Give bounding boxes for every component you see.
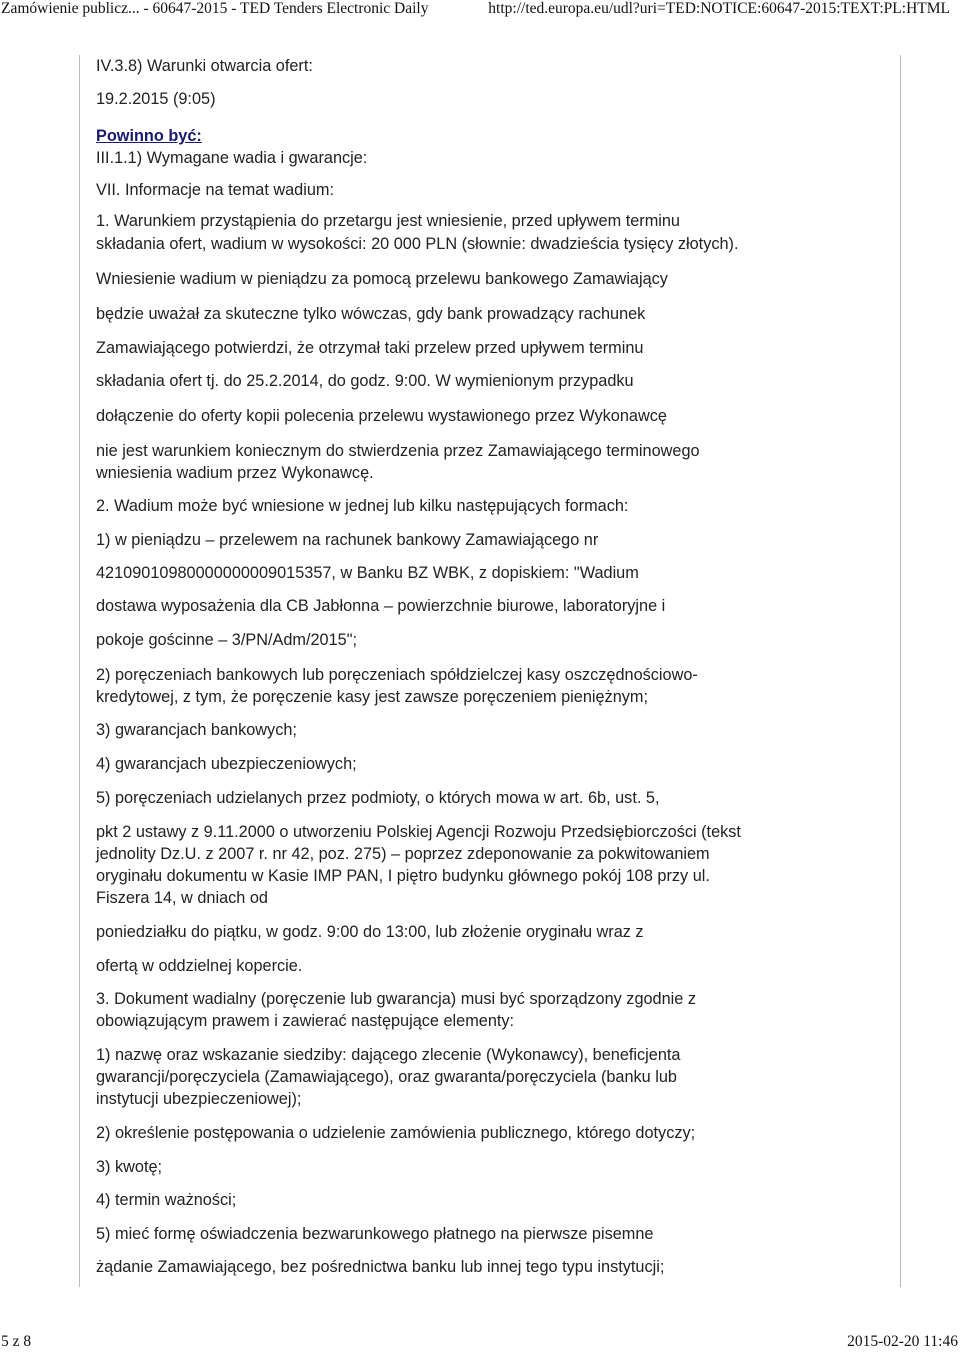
text-line: 4) gwarancjach ubezpieczeniowych; (96, 755, 357, 773)
frame-border-right (900, 55, 901, 1287)
header-page-title: Zamówienie publicz... - 60647-2015 - TED Tenders Electronic Daily (1, 0, 429, 17)
section-heading: IV.3.8) Warunki otwarcia ofert: (96, 57, 313, 75)
text-line: oryginału dokumentu w Kasie IMP PAN, I piętro budynku głównego pokój 108 przy ul. (96, 867, 710, 885)
text-line: żądanie Zamawiającego, bez pośrednictwa banku lub innej tego typu instytucji; (96, 1258, 665, 1276)
text-line: składania ofert tj. do 25.2.2014, do godz. 9:00. W wymienionym przypadku (96, 372, 634, 390)
text-line: poniedziałku do piątku, w godz. 9:00 do 13:00, lub złożenie oryginału wraz z (96, 923, 644, 941)
text-line: składania ofert, wadium w wysokości: 20 000 PLN (słownie: dwadzieścia tysięcy złotych). (96, 235, 739, 253)
print-header (0, 0, 960, 20)
text-line: 19.2.2015 (9:05) (96, 90, 216, 108)
frame-border-left (79, 55, 80, 1287)
page-number: 5 z 8 (1, 1333, 32, 1350)
text-line: 3. Dokument wadialny (poręczenie lub gwarancja) musi być sporządzony zgodnie z (96, 990, 696, 1008)
header-url: http://ted.europa.eu/udl?uri=TED:NOTICE:60647-2015:TEXT:PL:HTML (488, 0, 950, 17)
section-heading: VII. Informacje na temat wadium: (96, 181, 334, 199)
text-line: 1) nazwę oraz wskazanie siedziby: dającego zlecenie (Wykonawcy), beneficjenta (96, 1046, 681, 1064)
text-line: Wniesienie wadium w pieniądzu za pomocą przelewu bankowego Zamawiający (96, 270, 668, 288)
text-line: będzie uważał za skuteczne tylko wówczas, gdy bank prowadzący rachunek (96, 305, 646, 323)
text-line: Fiszera 14, w dniach od (96, 889, 268, 907)
text-line: 2) poręczeniach bankowych lub poręczeniach spółdzielczej kasy oszczędnościowo- (96, 666, 698, 684)
text-line: 3) gwarancjach bankowych; (96, 721, 297, 739)
text-line: obowiązującym prawem i zawierać następujące elementy: (96, 1012, 515, 1030)
text-line: gwarancji/poręczyciela (Zamawiającego), oraz gwaranta/poręczyciela (banku lub (96, 1068, 677, 1086)
text-line: jednolity Dz.U. z 2007 r. nr 42, poz. 275) – poprzez zdeponowanie za pokwitowaniem (96, 845, 710, 863)
text-line: 1) w pieniądzu – przelewem na rachunek bankowy Zamawiającego nr (96, 531, 599, 549)
text-line: ofertą w oddzielnej kopercie. (96, 957, 303, 975)
text-line: 3) kwotę; (96, 1158, 163, 1176)
text-line: 2. Wadium może być wniesione w jednej lub kilku następujących formach: (96, 497, 629, 515)
print-datetime: 2015-02-20 11:46 (847, 1333, 958, 1350)
text-line: pokoje gościnne – 3/PN/Adm/2015"; (96, 631, 358, 649)
text-line: 2) określenie postępowania o udzielenie zamówienia publicznego, którego dotyczy; (96, 1124, 696, 1142)
section-heading: III.1.1) Wymagane wadia i gwarancje: (96, 149, 368, 167)
text-line: 4) termin ważności; (96, 1191, 237, 1209)
text-line: wniesienia wadium przez Wykonawcę. (96, 464, 374, 482)
text-line: 5) poręczeniach udzielanych przez podmioty, o których mowa w art. 6b, ust. 5, (96, 789, 660, 807)
text-line: Zamawiającego potwierdzi, że otrzymał taki przelew przed upływem terminu (96, 339, 644, 357)
text-line: 1. Warunkiem przystąpienia do przetargu jest wniesienie, przed upływem terminu (96, 212, 680, 230)
text-line: kredytowej, z tym, że poręczenie kasy jest zawsze poręczeniem pieniężnym; (96, 688, 648, 706)
text-line: pkt 2 ustawy z 9.11.2000 o utworzeniu Polskiej Agencji Rozwoju Przedsiębiorczości (tekst (96, 823, 741, 841)
document-frame (79, 55, 901, 1287)
correction-heading: Powinno być: (96, 127, 202, 145)
text-line: instytucji ubezpieczeniowej); (96, 1090, 302, 1108)
text-line: nie jest warunkiem koniecznym do stwierdzenia przez Zamawiającego terminowego (96, 442, 700, 460)
text-line: 5) mieć formę oświadczenia bezwarunkowego płatnego na pierwsze pisemne (96, 1225, 654, 1243)
text-line: dołączenie do oferty kopii polecenia przelewu wystawionego przez Wykonawcę (96, 407, 667, 425)
text-line: 42109010980000000009015357, w Banku BZ WBK, z dopiskiem: "Wadium (96, 564, 639, 582)
text-line: dostawa wyposażenia dla CB Jabłonna – powierzchnie biurowe, laboratoryjne i (96, 597, 666, 615)
